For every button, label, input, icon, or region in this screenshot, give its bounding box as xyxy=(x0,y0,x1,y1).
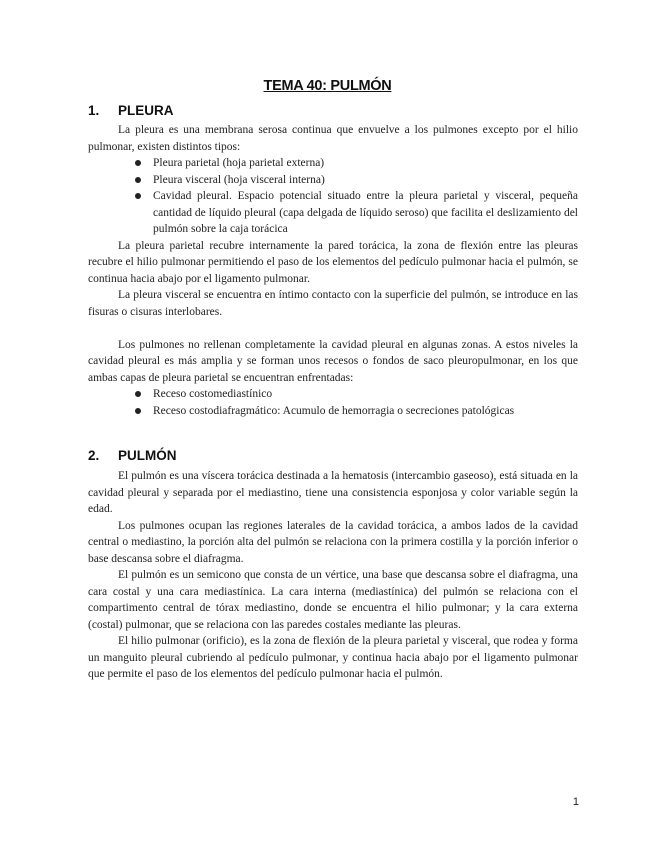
list-item: Pleura visceral (hoja visceral interna) xyxy=(88,172,578,189)
section-heading-pulmon xyxy=(88,448,177,463)
list-item: Cavidad pleural. Espacio potencial situado entre la pleura parietal y visceral, pequeña cantidad de líquido pleural (capa delgada de líquido seroso) que facilita el deslizamiento del pulmón sobre la caja torácica xyxy=(88,188,578,238)
paragraph: La pleura parietal recubre internamente la pared torácica, la zona de flexión entre las pleuras recubre el hilio pulmonar permitiendo el paso de los elementos del pedículo pulmonar hacia el pulmón, se continua hacia abajo por el ligamento pulmonar. xyxy=(88,239,578,285)
list-item: Pleura parietal (hoja parietal externa) xyxy=(88,155,578,172)
section-body-pleura xyxy=(88,122,578,419)
paragraph: Los pulmones ocupan las regiones laterales de la cavidad torácica, a ambos lados de la cavidad central o mediastino, la porción alta del pulmón se relaciona con la primera costilla y la porción inferior o base descansa sobre el diafragma. xyxy=(88,519,578,565)
section-number: 1. xyxy=(88,103,100,118)
paragraph: La pleura visceral se encuentra en íntimo contacto con la superficie del pulmón, se introduce en las fisuras o cisuras interlobares. xyxy=(88,289,578,318)
bullet-list xyxy=(88,386,578,419)
section-body-pulmon xyxy=(88,468,578,683)
paragraph: La pleura es una membrana serosa continua que envuelve a los pulmones excepto por el hilio pulmonar, existen distintos tipos: xyxy=(88,124,578,153)
bullet-list xyxy=(88,155,578,238)
page-title: TEMA 40: PULMÓN xyxy=(263,78,392,94)
section-title: PULMÓN xyxy=(118,448,177,463)
list-item: Receso costomediastínico xyxy=(88,386,578,403)
section-heading-pleura xyxy=(88,103,174,118)
section-number: 2. xyxy=(88,448,100,463)
section-title: PLEURA xyxy=(118,103,174,118)
page-number: 1 xyxy=(572,796,579,808)
paragraph: El pulmón es una víscera torácica destinada a la hematosis (intercambio gaseoso), está situada en la cavidad pleural y separada por el mediastino, tiene una consistencia esponjosa y color variable según la edad. xyxy=(88,470,578,515)
paragraph: Los pulmones no rellenan completamente la cavidad pleural en algunas zonas. A estos niveles la cavidad pleural es más amplia y se forman unos recesos o fondos de saco pleuropulmonar, en los que ambas capas de pleura parietal se encuentran enfrentadas: xyxy=(88,338,578,384)
paragraph: El hilio pulmonar (orificio), es la zona de flexión de la pleura parietal y visceral, que rodea y forma un manguito pleural cubriendo al pedículo pulmonar, y continua hacia abajo por el ligamento pulmonar que permite el paso de los elementos del pedículo pulmonar hacia el pulmón. xyxy=(88,635,578,680)
paragraph: El pulmón es un semicono que consta de un vértice, una base que descansa sobre el diafragma, una cara costal y una cara mediastínica. La cara interna (mediastínica) del pulmón se relaciona con el compartimento central de tórax mediastino, donde se encuentra el hilio pulmonar; y la cara externa (costal) pulmonar, que se relaciona con las paredes costales mediante las pleuras. xyxy=(88,569,578,631)
list-item: Receso costodiafragmático: Acumulo de hemorragia o secreciones patológicas xyxy=(88,403,578,420)
